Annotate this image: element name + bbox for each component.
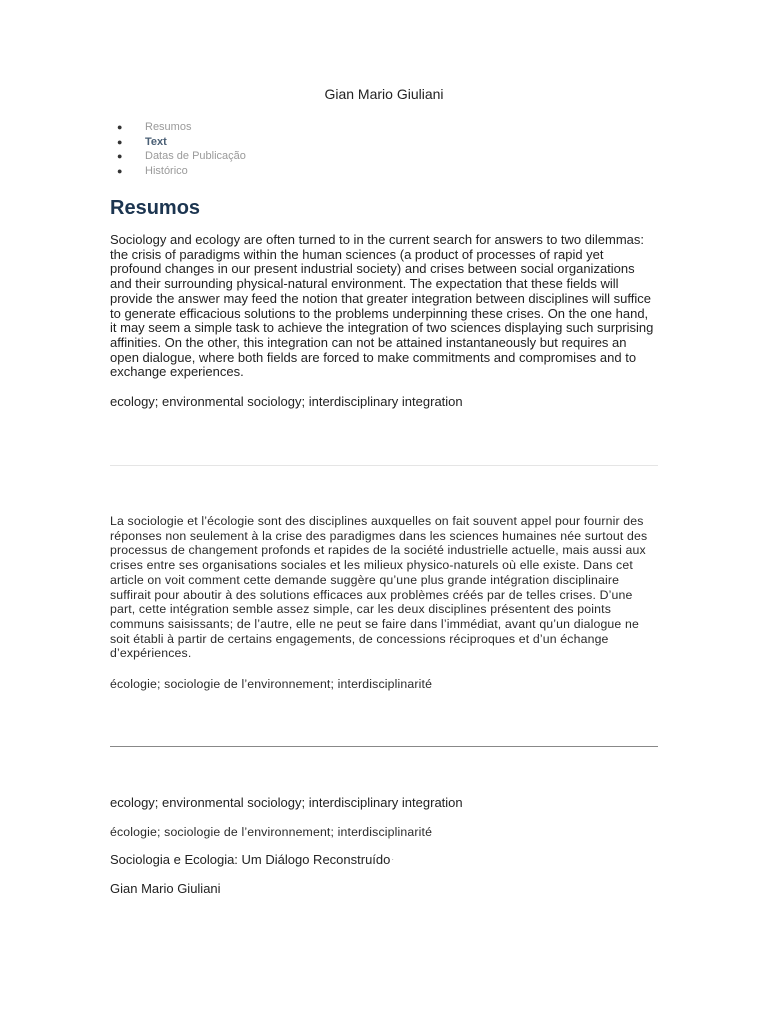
bullet-icon: ● bbox=[117, 151, 123, 162]
nav-item-label: Datas de Publicação bbox=[145, 150, 246, 163]
bullet-icon: ● bbox=[117, 136, 123, 147]
divider bbox=[110, 746, 658, 747]
nav-item-historico[interactable] bbox=[110, 164, 246, 179]
abstract-english: Sociology and ecology are often turned to in the current search for answers to two dilemmas: the crisis of paradigms within the human sciences (a product of processes of rapid yet profound changes in our present industrial society) and crises between social organizations and their surrounding physical-natural environment. The expectation that these fields will provide the answer may feed the notion that greater integration between disciplines will suffice to generate efficacious solutions to the problems underpinning these crises. On the one hand, it may seem a simple task to achieve the integration of two sciences displaying such surprising affinities. On the other, this integration can not be attained instantaneously but requires an open dialogue, where both fields are forced to make commitments and compromises and to exchange experiences. bbox=[110, 232, 654, 380]
nav-item-text[interactable] bbox=[110, 135, 246, 150]
nav-item-label: Resumos bbox=[145, 121, 192, 133]
keywords-english: ecology; environmental sociology; interdisciplinary integration bbox=[110, 394, 463, 409]
title-mark: · bbox=[391, 855, 395, 864]
footer-author-name: Gian Mario Giuliani bbox=[110, 881, 221, 896]
nav-item-label: Histórico bbox=[145, 164, 188, 177]
footer-keywords-english: ecology; environmental sociology; interdisciplinary integration bbox=[110, 795, 463, 810]
section-title: Resumos bbox=[110, 197, 201, 219]
divider bbox=[110, 465, 658, 466]
keywords-french: écologie; sociologie de l’environnement; interdisciplinarité bbox=[110, 677, 433, 691]
article-title-portuguese bbox=[110, 852, 670, 868]
footer-keywords-french: écologie; sociologie de l’environnement; interdisciplinarité bbox=[110, 825, 433, 839]
section-nav bbox=[110, 120, 246, 178]
nav-item-label: Text bbox=[145, 135, 167, 148]
author-name: Gian Mario Giuliani bbox=[324, 86, 444, 102]
article-title-text: Sociologia e Ecologia: Um Diálogo Reconstruído bbox=[110, 852, 391, 867]
bullet-icon: ● bbox=[117, 122, 123, 132]
nav-item-datas-de-publicacao[interactable] bbox=[110, 149, 246, 164]
bullet-icon: ● bbox=[117, 165, 123, 176]
abstract-french: La sociologie et l’écologie sont des disciplines auxquelles on fait souvent appel pour fournir des réponses non seulement à la crise des paradigmes dans les sciences humaines née surtout des processus de changement profonds et rapides de la société industrielle actuelle, mais aussi aux crises entre ses organisations sociales et les milieux physico-naturels où elle existe. Dans cet article on voit comment cette demande suggère qu’une plus grande intégration disciplinaire suffirait pour aboutir à des solutions efficaces aux problèmes créés par de telles crises. D’une part, cette intégration semble assez simple, car les deux disciplines présentent des points communs saisissants; de l’autre, elle ne peut se faire dans l’immédiat, avant qu’un dialogue ne soit établi à partir de certains engagements, de concessions réciproques et d’un échange d’expériences. bbox=[110, 514, 648, 661]
nav-item-resumos[interactable] bbox=[110, 120, 246, 135]
